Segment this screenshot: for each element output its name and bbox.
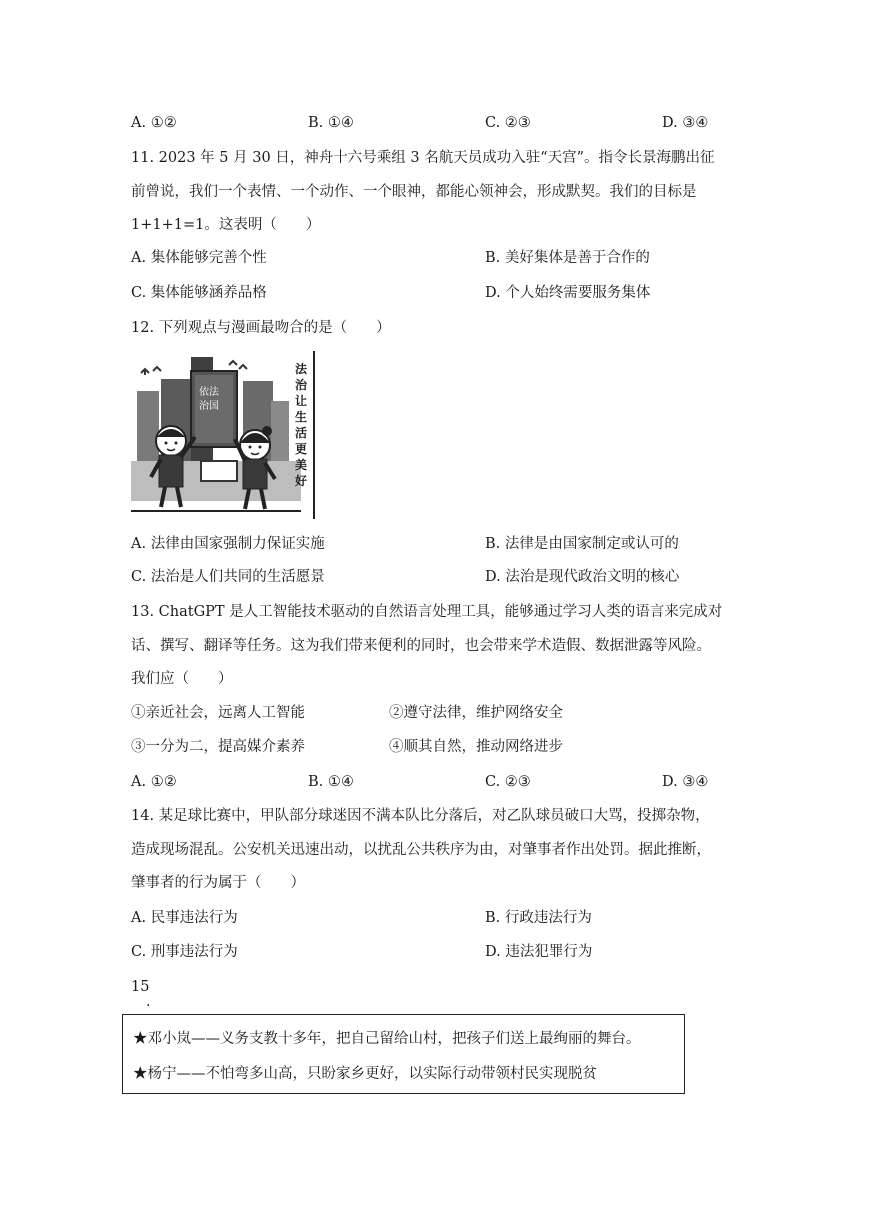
q14-option-a: A. 民事违法行为	[131, 910, 238, 926]
q14-stem-line-3: 肇事者的行为属于（ ）	[131, 875, 305, 891]
q11-option-c: C. 集体能够涵养品格	[131, 285, 267, 301]
q12-option-b: B. 法律是由国家制定或认可的	[485, 536, 679, 552]
q13-stem-line-1: 13. ChatGPT 是人工智能技术驱动的自然语言处理工具，能够通过学习人类的语言来完成对	[131, 604, 723, 620]
q10-option-b: B. ①④	[308, 115, 354, 131]
q15-box-line-2: ★杨宁——不怕弯多山高，只盼家乡更好，以实际行动带领村民实现脱贫	[133, 1066, 597, 1082]
q11-stem-line-3: 1+1+1=1。这表明（ ）	[131, 217, 321, 233]
q13-statement-1: ①亲近社会，远离人工智能	[131, 705, 305, 721]
q13-option-a: A. ①②	[131, 774, 177, 790]
q13-stem-line-3: 我们应（ ）	[131, 671, 233, 687]
q13-option-c: C. ②③	[485, 774, 531, 790]
q13-statement-2: ②遵守法律，维护网络安全	[389, 705, 563, 721]
q13-option-b: B. ①④	[308, 774, 354, 790]
q15-dot: .	[146, 994, 151, 1010]
q14-option-b: B. 行政违法行为	[485, 910, 592, 926]
q14-option-d: D. 违法犯罪行为	[485, 944, 593, 960]
q12-stem: 12. 下列观点与漫画最吻合的是（ ）	[131, 320, 391, 336]
q14-stem-line-2: 造成现场混乱。公安机关迅速出动，以扰乱公共秩序为由，对肇事者作出处罚。据此推断，	[131, 842, 711, 858]
q12-option-c: C. 法治是人们共同的生活愿景	[131, 569, 325, 585]
q15-material-box	[122, 1014, 685, 1094]
q10-option-d: D. ③④	[662, 115, 709, 131]
q15-number: 15	[131, 979, 150, 995]
q12-option-a: A. 法律由国家强制力保证实施	[131, 536, 325, 552]
q13-option-d: D. ③④	[662, 774, 709, 790]
book-text-2: 治国	[199, 401, 219, 412]
q12-option-d: D. 法治是现代政治文明的核心	[485, 569, 680, 585]
q11-option-a: A. 集体能够完善个性	[131, 250, 267, 266]
q13-statement-4: ④顺其自然，推动网络进步	[389, 739, 563, 755]
q11-option-b: B. 美好集体是善于合作的	[485, 250, 650, 266]
q10-option-a: A. ①②	[131, 115, 177, 131]
q13-stem-line-2: 话、撰写、翻译等任务。这为我们带来便利的同时，也会带来学术造假、数据泄露等风险。	[131, 638, 711, 654]
q15-box-line-1: ★邓小岚——义务支教十多年，把自己留给山村，把孩子们送上最绚丽的舞台。	[133, 1031, 641, 1047]
q10-option-c: C. ②③	[485, 115, 531, 131]
book-text-1: 依法	[199, 387, 219, 398]
q11-stem-line-2: 前曾说，我们一个表情、一个动作、一个眼神，都能心领神会，形成默契。我们的目标是	[131, 184, 697, 200]
q14-stem-line-1: 14. 某足球比赛中，甲队部分球迷因不满本队比分落后，对乙队球员破口大骂，投掷杂物，	[131, 808, 710, 824]
q14-option-c: C. 刑事违法行为	[131, 944, 238, 960]
comic-illustration	[131, 351, 313, 519]
q11-option-d: D. 个人始终需要服务集体	[485, 285, 651, 301]
q13-statement-3: ③一分为二，提高媒介素养	[131, 739, 305, 755]
q11-stem-line-1: 11. 2023 年 5 月 30 日，神舟十六号乘组 3 名航天员成功入驻“天宫”。指令长景海鹏出征	[131, 150, 715, 166]
q12-comic-image	[131, 351, 315, 519]
comic-slogan: 法治让生活更美好	[295, 362, 308, 488]
